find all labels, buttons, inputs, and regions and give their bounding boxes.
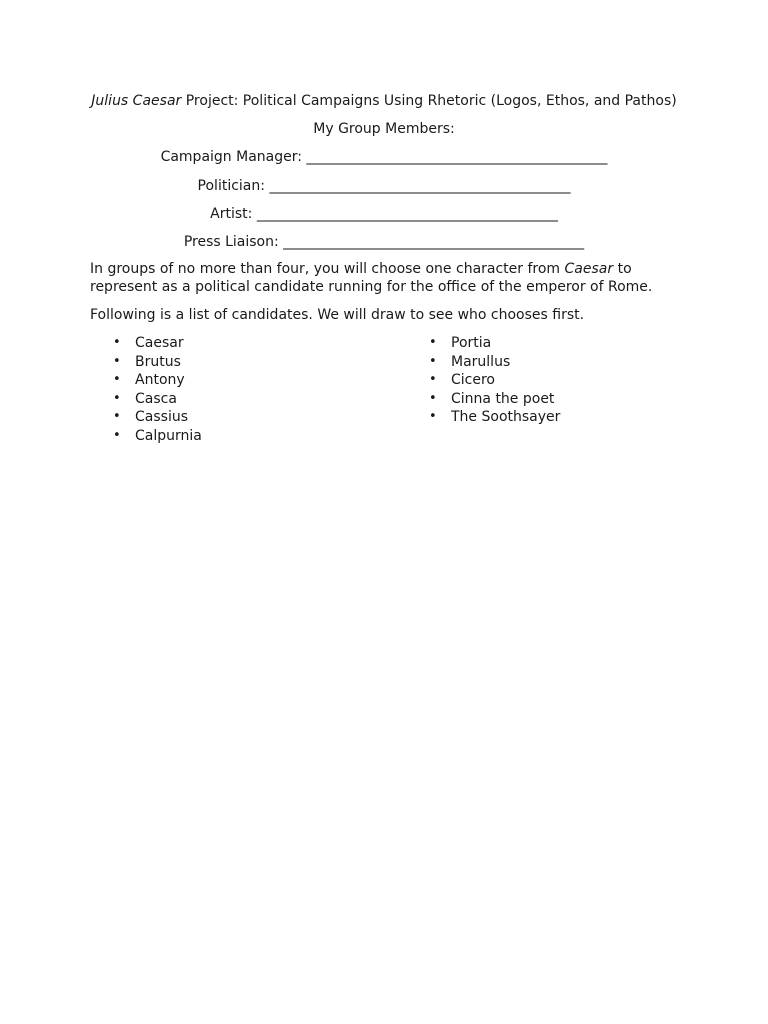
candidate-name: Casca — [135, 390, 177, 407]
candidate-list-item — [429, 334, 679, 353]
candidate-name: Caesar — [135, 335, 184, 351]
title-play-name: Julius Caesar — [91, 93, 182, 109]
candidate-list-item — [429, 371, 679, 390]
group-members-heading: My Group Members: — [313, 121, 455, 137]
candidate-list-item — [113, 334, 363, 353]
candidate-list-item — [113, 427, 363, 446]
intro-text-1: In groups of no more than four, you will choose one character from — [90, 261, 565, 277]
candidate-list-item — [429, 353, 679, 372]
candidate-list-item — [113, 390, 363, 409]
candidates-intro: Following is a list of candidates. We will draw to see who chooses first. — [90, 307, 585, 323]
candidate-name: Cinna the poet — [451, 390, 555, 407]
role-blank: ___________________________________________ — [283, 234, 585, 250]
candidate-name: Portia — [451, 335, 492, 351]
candidate-list-left — [113, 334, 363, 446]
candidate-list-right — [429, 334, 679, 427]
intro-paragraph — [90, 260, 690, 296]
bullet-icon: • — [113, 372, 121, 388]
role-label: Press Liaison: — [183, 234, 279, 250]
page-title — [0, 91, 768, 111]
candidate-name: Marullus — [451, 353, 511, 370]
bullet-icon: • — [113, 353, 121, 369]
intro-text-2: to represent as a political candidate running for the office of the emperor of Rome. — [90, 261, 653, 295]
role-blank: ___________________________________________ — [269, 178, 571, 194]
intro-italic: Caesar — [564, 261, 614, 277]
bullet-icon: • — [429, 372, 437, 388]
role-line-politician — [0, 176, 768, 196]
role-label: Campaign Manager: — [160, 149, 302, 165]
candidate-list-item — [429, 408, 679, 427]
candidate-name: Calpurnia — [135, 427, 202, 444]
candidate-name: The Soothsayer — [451, 409, 561, 426]
bullet-icon: • — [113, 409, 121, 425]
candidate-name: Cassius — [135, 409, 188, 426]
bullet-icon: • — [113, 390, 121, 406]
bullet-icon: • — [429, 390, 437, 406]
candidate-list-item — [429, 390, 679, 409]
bullet-icon: • — [113, 335, 121, 350]
role-label: Artist: — [210, 206, 253, 222]
role-blank: ___________________________________________ — [256, 206, 558, 222]
candidate-list-item — [113, 353, 363, 372]
candidate-name: Antony — [135, 372, 185, 389]
bullet-icon: • — [113, 427, 121, 443]
title-text: Project: Political Campaigns Using Rhetoric (Logos, Ethos, and Pathos) — [181, 93, 677, 109]
role-line-artist — [0, 204, 768, 224]
candidate-name: Cicero — [451, 372, 495, 389]
role-line-campaign-manager — [0, 147, 768, 167]
bullet-icon: • — [429, 409, 437, 425]
role-label: Politician: — [197, 178, 265, 194]
role-line-press-liaison — [0, 232, 768, 252]
bullet-icon: • — [429, 335, 437, 350]
candidate-name: Brutus — [135, 353, 181, 370]
bullet-icon: • — [429, 353, 437, 369]
candidate-list-item — [113, 371, 363, 390]
candidate-list-item — [113, 408, 363, 427]
role-blank: ___________________________________________ — [306, 149, 608, 165]
